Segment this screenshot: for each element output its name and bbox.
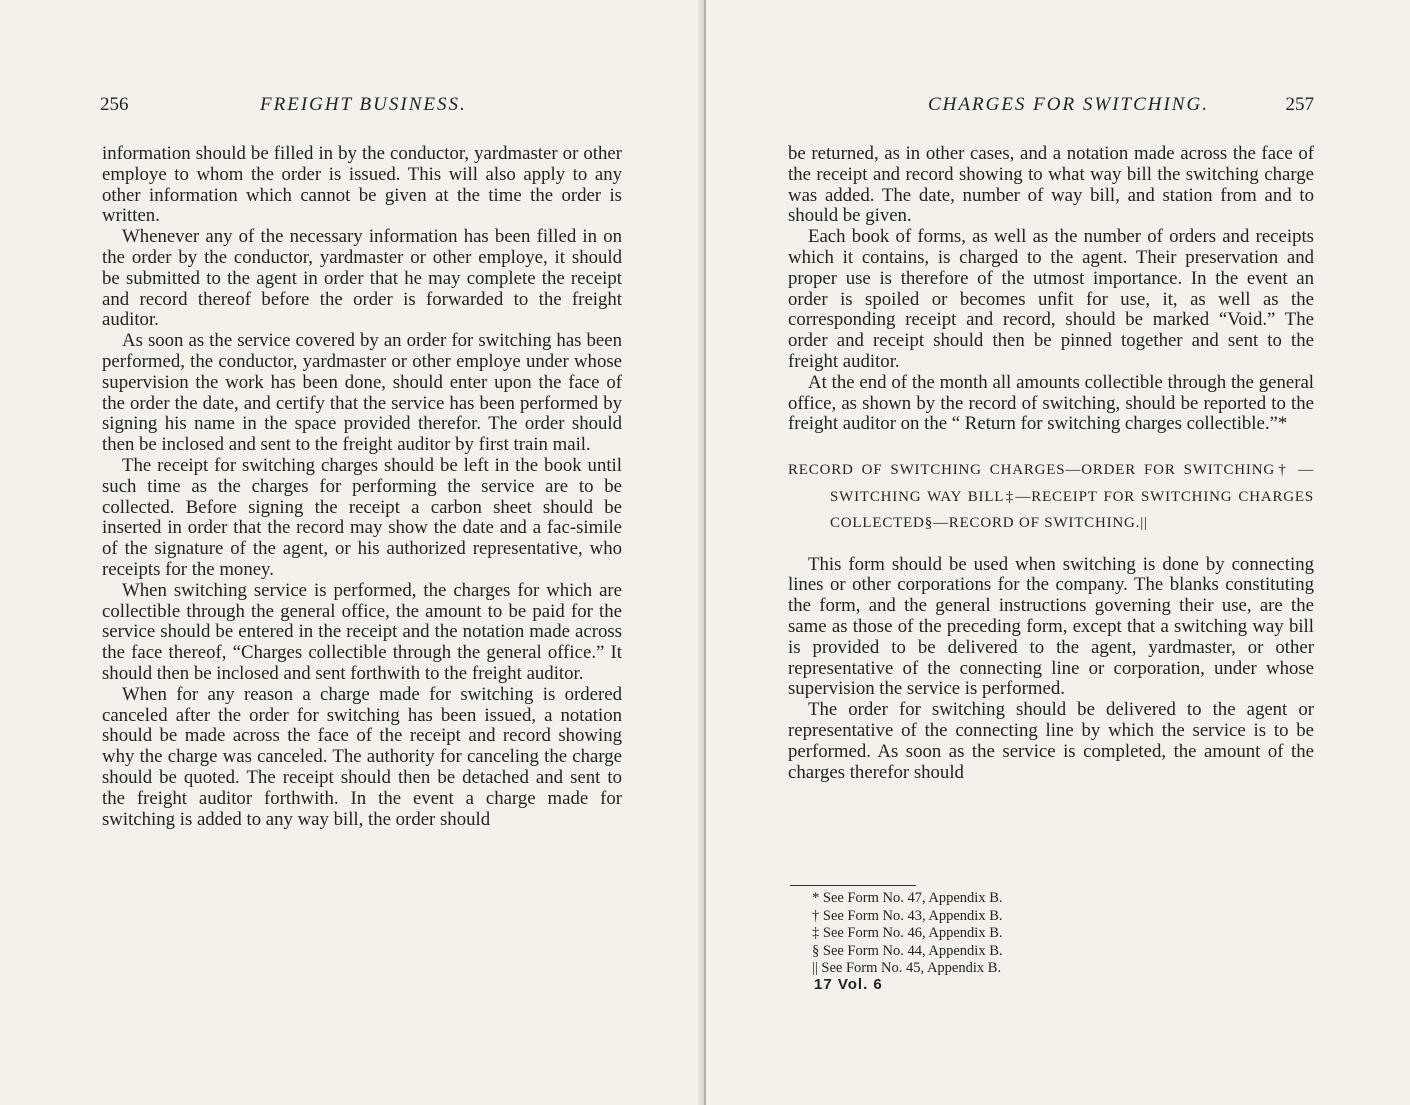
right-page-number: 257 — [1285, 94, 1314, 115]
paragraph: When for any reason a charge made for switching is ordered canceled after the order for switching has been issued, a notation should be made across the face of the receipt and record showing why the charge was canceled. The authority for canceling the charge should be quoted. The receipt should then be detached and sent to the freight auditor forthwith. In the event a charge made for switching is added to any way bill, the order should — [102, 683, 622, 830]
section-heading: RECORD OF SWITCHING CHARGES—ORDER FOR SWITCHING† — SWITCHING WAY BILL‡—RECEIPT FOR SWITCHING CHARGES COLLECTED§—RECORD OF SWITCHING.|| — [788, 462, 1314, 532]
left-body-text — [102, 144, 622, 830]
footnote: † See Form No. 43, Appendix B. — [812, 907, 1003, 924]
footnote-rule — [790, 885, 916, 886]
right-page — [706, 0, 1410, 1105]
paragraph: The receipt for switching charges should be left in the book until such time as the charges for performing the service are to be collected. Before signing the receipt a carbon sheet should be inserted in order that the record may show the date and a fac-simile of the signature of the agent, or his authorized representative, who receipts for the money. — [102, 454, 622, 580]
signature-mark: 17 Vol. 6 — [814, 976, 883, 993]
footnote: § See Form No. 44, Appendix B. — [812, 942, 1003, 959]
paragraph: This form should be used when switching is done by connecting lines or other corporations for the company. The blanks constituting the form, and the general instructions governing their use, are the same as those of the preceding form, except that a switching way bill is provided to be delivered to the agent, yardmaster, or other representative of the connecting line or corporation, under whose supervision the service is performed. — [788, 553, 1314, 700]
footnote: ‡ See Form No. 46, Appendix B. — [812, 925, 1003, 941]
left-page-header — [100, 94, 625, 120]
left-page-number: 256 — [100, 94, 129, 115]
footnote: * See Form No. 47, Appendix B. — [812, 890, 1003, 906]
right-body-text — [788, 144, 1314, 783]
footnotes — [790, 885, 1210, 978]
paragraph: Each book of forms, as well as the number of orders and receipts which it contains, is charged to the agent. Their preservation and proper use is therefore of the utmost importance. In the event an order is spoiled or becomes unfit for use, it, as well as the corresponding receipt and record, should be marked “Void.” The order and receipt should then be pinned together and sent to the freight auditor. — [788, 226, 1314, 372]
paragraph: be returned, as in other cases, and a notation made across the face of the receipt and record showing to what way bill the switching charge was added. The date, number of way bill, and station from and to should be given. — [788, 143, 1314, 227]
paragraph: information should be filled in by the conductor, yardmaster or other employe to whom the order is issued. This will also apply to any other information which cannot be given at the time the order is written. — [102, 143, 622, 227]
paragraph: Whenever any of the necessary information has been filled in on the order by the conductor, yardmaster or other employe, it should be submitted to the agent in order that he may complete the receipt and record thereof before the order is forwarded to the freight auditor. — [102, 226, 622, 331]
left-running-head: FREIGHT BUSINESS. — [260, 94, 467, 115]
paragraph: At the end of the month all amounts collectible through the general office, as shown by the record of switching, should be reported to the freight auditor on the “ Return for switching charges collectible.”* — [788, 371, 1314, 435]
paragraph: The order for switching should be delivered to the agent or representative of the connecting line by which the service is to be performed. As soon as the service is completed, the amount of the charges therefor should — [788, 699, 1314, 783]
right-running-head: CHARGES FOR SWITCHING. — [928, 94, 1209, 115]
paragraph: When switching service is performed, the charges for which are collectible through the general office, the amount to be paid for the service should be entered in the receipt and the notation made across the face thereof, “Charges collectible through the general office.” It should then be inclosed and sent forthwith to the freight auditor. — [102, 579, 622, 684]
footnote: || See Form No. 45, Appendix B. — [812, 960, 1002, 976]
paragraph: As soon as the service covered by an order for switching has been performed, the conductor, yardmaster or other employe under whose supervision the work has been done, should enter upon the face of the order the date, and certify that the service has been performed by signing his name in the space provided therefor. The order should then be inclosed and sent to the freight auditor by first train mail. — [102, 330, 622, 456]
right-page-header — [788, 94, 1314, 120]
